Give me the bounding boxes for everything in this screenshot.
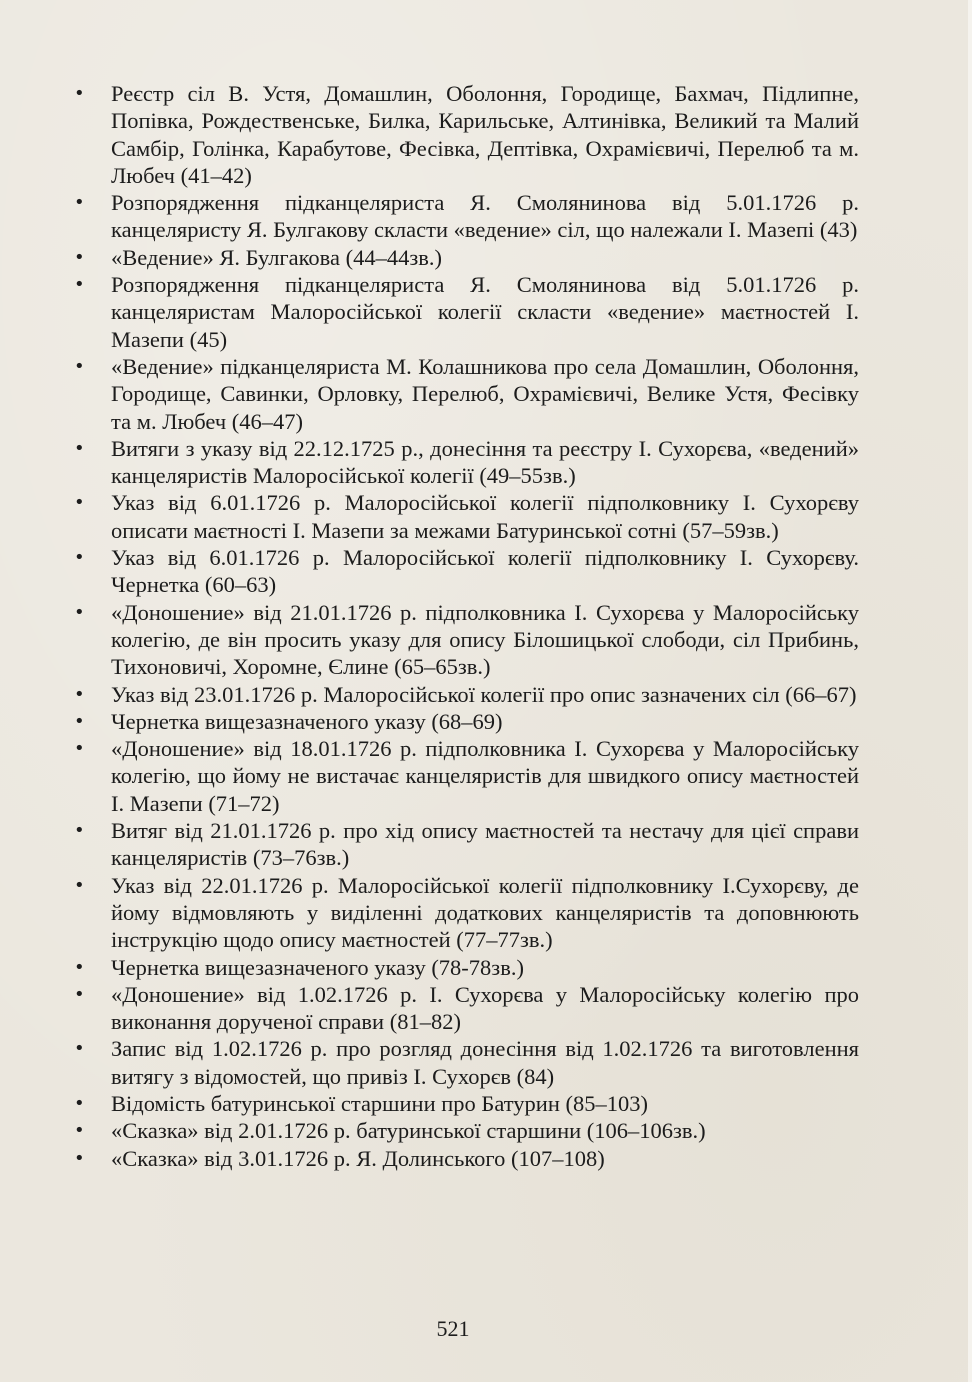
list-item-text: «Ведение» Я. Булгакова (44–44зв.) — [111, 244, 442, 270]
bullet-icon: • — [74, 192, 85, 214]
list-item-text: «Доношение» від 1.02.1726 р. І. Сухорєва у Малоросійську колегію про виконання дорученої справи (81–82) — [111, 981, 859, 1035]
list-item-text: Указ від 22.01.1726 р. Малоросійської колегії підполковнику І.Сухорєву, де йому відмовляють у виділенні додаткових канцеляристів та доповнюють інструкцію щодо опису маєтностей (77–77зв.) — [111, 872, 859, 953]
list-item-text: Указ від 6.01.1726 р. Малоросійської колегії підполковнику І. Сухорєву описати маєтності І. Мазепи за межами Батуринської сотні (57–59зв.) — [111, 490, 859, 543]
list-item — [74, 981, 859, 1036]
list-item-text: Витяги з указу від 22.12.1725 р., донесіння та реєстру І. Сухорєва, «ведений» канцеляристів Малоросійської колегії (49–55зв.) — [111, 435, 859, 489]
list-item — [74, 599, 859, 681]
list-item-text: «Сказка» від 2.01.1726 р. батуринської старшини (106–106зв.) — [111, 1118, 706, 1144]
list-item-text: Розпорядження підканцеляриста Я. Смолянинова від 5.01.1726 р. канцеляристу Я. Булгакову скласти «ведение» сіл, що належали І. Мазепі (43) — [111, 190, 859, 243]
list-item-text: Витяг від 21.01.1726 р. про хід опису маєтностей та нестачу для цієї справи канцеляристів (73–76зв.) — [111, 818, 859, 871]
bullet-icon: • — [74, 1038, 85, 1060]
list-item — [74, 544, 859, 599]
list-item — [74, 817, 859, 872]
bullet-icon: • — [74, 1120, 85, 1142]
bullet-icon: • — [74, 956, 85, 978]
list-item-text: Реєстр сіл В. Устя, Домашлин, Оболоння, Городище, Бахмач, Підлипне, Попівка, Рождественське, Билка, Карильське, Алтинівка, Великий та Малий Самбір, Голінка, Карабутове, Фесівка, Дептівка, Охрамієвичі, Перелюб та м. Любеч (41–42) — [111, 81, 859, 188]
bullet-icon: • — [74, 683, 85, 705]
bullet-icon: • — [74, 738, 85, 760]
bullet-icon: • — [74, 355, 85, 377]
list-item — [74, 1035, 859, 1090]
list-item-text: Указ від 6.01.1726 р. Малоросійської колегії підполковнику І. Сухорєву. Чернетка (60–63) — [111, 545, 859, 598]
list-item — [74, 189, 859, 244]
list-item — [74, 1145, 859, 1172]
archive-contents-list — [74, 80, 859, 1172]
list-item — [74, 435, 859, 490]
list-item-text: Запис від 1.02.1726 р. про розгляд донесіння від 1.02.1726 та виготовлення витягу з відомостей, що привіз І. Сухорєв (84) — [111, 1036, 859, 1089]
list-item — [74, 1117, 859, 1144]
bullet-icon: • — [74, 983, 85, 1005]
bullet-icon: • — [74, 547, 85, 569]
list-item — [74, 271, 859, 353]
list-item — [74, 353, 859, 435]
list-item — [74, 735, 859, 817]
list-item-text: «Доношение» від 18.01.1726 р. підполковника І. Сухорєва у Малоросійську колегію, що йому не вистачає канцеляристів для швидкого опису маєтностей І. Мазепи (71–72) — [111, 736, 859, 816]
bullet-icon: • — [74, 274, 85, 296]
list-item — [74, 954, 859, 981]
bullet-icon: • — [74, 246, 85, 268]
list-item — [74, 80, 859, 189]
bullet-icon: • — [74, 1147, 85, 1169]
list-item-text: Відомість батуринської старшини про Батурин (85–103) — [111, 1090, 648, 1116]
list-item-text: Чернетка вищезазначеного указу (68–69) — [111, 708, 503, 734]
bullet-icon: • — [74, 83, 85, 104]
bullet-icon: • — [74, 492, 85, 514]
list-item — [74, 681, 859, 708]
list-item — [74, 708, 859, 735]
list-item-text: Указ від 23.01.1726 р. Малоросійської колегії про опис зазначених сіл (66–67) — [111, 681, 857, 707]
list-item-text: «Доношение» від 21.01.1726 р. підполковника І. Сухорєва у Малоросійську колегію, де він просить указу для опису Білошицької слободи, сіл Прибинь, Тихоновичі, Хоромне, Єлине (65–65зв.) — [111, 599, 859, 680]
list-item — [74, 244, 859, 271]
bullet-icon: • — [74, 601, 85, 623]
page-number: 521 — [436, 1316, 470, 1341]
bullet-icon: • — [74, 820, 85, 842]
list-item-text: Розпорядження підканцеляриста Я. Смолянинова від 5.01.1726 р. канцеляристам Малоросійської колегії скласти «ведение» маєтностей І. Мазепи (45) — [111, 272, 859, 352]
list-item-text: «Ведение» підканцеляриста М. Колашникова про села Домашлин, Оболоння, Городище, Савинки, Орловку, Перелюб, Охрамієвичі, Велике Устя, Фесівку та м. Любеч (46–47) — [111, 353, 859, 434]
list-item — [74, 489, 859, 544]
list-item-text: «Сказка» від 3.01.1726 р. Я. Долинського (107–108) — [111, 1145, 605, 1171]
list-item — [74, 872, 859, 954]
bullet-icon: • — [74, 874, 85, 896]
bullet-icon: • — [74, 710, 85, 732]
bullet-icon: • — [74, 1092, 85, 1114]
bullet-icon: • — [74, 437, 85, 459]
page-edge — [968, 0, 972, 1382]
list-item-text: Чернетка вищезазначеного указу (78-78зв.) — [111, 954, 524, 980]
list-item — [74, 1090, 859, 1117]
